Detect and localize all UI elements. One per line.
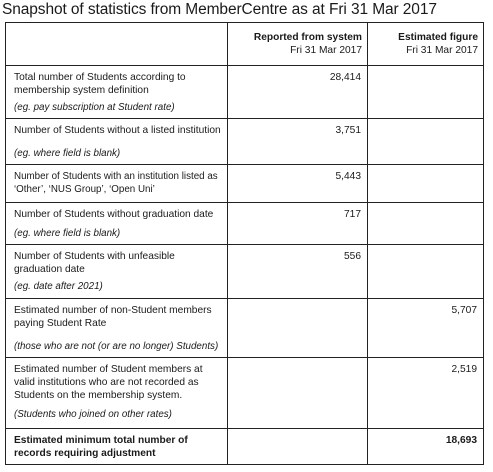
table-row (6, 119, 484, 165)
header-reported (228, 23, 368, 66)
row-label: Estimated number of Student members at valid institutions who are not recorded as Students on the membership system. (14, 364, 203, 401)
reported-value: 3,751 (228, 119, 368, 165)
total-label: Estimated minimum total number of records requiring adjustment (6, 429, 228, 465)
estimated-value (368, 203, 484, 245)
estimated-value: 5,707 (368, 299, 484, 358)
reported-value: 28,414 (228, 66, 368, 119)
row-label: Total number of Students according to membership system definition (14, 72, 186, 96)
total-estimated-value: 18,693 (368, 429, 484, 465)
row-note: (eg. date after 2021) (14, 281, 103, 292)
reported-value (228, 299, 368, 358)
header-reported-title: Reported from system (253, 32, 362, 43)
reported-value (228, 358, 368, 429)
row-label: Number of Students with unfeasible graduation date (14, 251, 175, 275)
estimated-value (368, 66, 484, 119)
table-row (6, 66, 484, 119)
page-title: Snapshot of statistics from MemberCentre as at Fri 31 Mar 2017 (2, 1, 437, 18)
reported-value: 717 (228, 203, 368, 245)
table-row (6, 245, 484, 299)
row-label-cell (6, 66, 228, 119)
row-label: Number of Students without graduation date (14, 209, 214, 220)
row-note: (those who are not (or are no longer) Students) (14, 341, 219, 352)
table-row (6, 203, 484, 245)
total-row (6, 429, 484, 465)
row-label-cell (6, 119, 228, 165)
total-reported-value (228, 429, 368, 465)
reported-value: 5,443 (228, 165, 368, 203)
row-label-cell (6, 245, 228, 299)
estimated-value (368, 165, 484, 203)
row-label-cell (6, 358, 228, 429)
table-header-row (6, 23, 484, 66)
row-note: (Students who joined on other rates) (14, 409, 172, 420)
row-label: Number of Students without a listed institution (14, 125, 221, 136)
header-blank (6, 23, 228, 66)
row-label-cell (6, 203, 228, 245)
table-row (6, 165, 484, 203)
row-note: (eg. pay subscription at Student rate) (14, 102, 175, 113)
header-estimated-title: Estimated figure (398, 32, 478, 43)
header-estimated (368, 23, 484, 66)
header-reported-date: Fri 31 Mar 2017 (290, 45, 362, 56)
estimated-value (368, 119, 484, 165)
row-note: (eg. where field is blank) (14, 228, 121, 239)
row-label: Estimated number of non-Student members paying Student Rate (14, 305, 212, 329)
estimated-value: 2,519 (368, 358, 484, 429)
statistics-table (5, 22, 484, 465)
row-label-cell (6, 165, 228, 203)
header-estimated-date: Fri 31 Mar 2017 (406, 45, 478, 56)
row-label-cell (6, 299, 228, 358)
reported-value: 556 (228, 245, 368, 299)
row-note: (eg. where field is blank) (14, 148, 121, 159)
estimated-value (368, 245, 484, 299)
table-row (6, 358, 484, 429)
row-label: Number of Students with an institution listed as ‘Other’, ‘NUS Group’, ‘Open Uni’ (14, 171, 218, 195)
table-row (6, 299, 484, 358)
